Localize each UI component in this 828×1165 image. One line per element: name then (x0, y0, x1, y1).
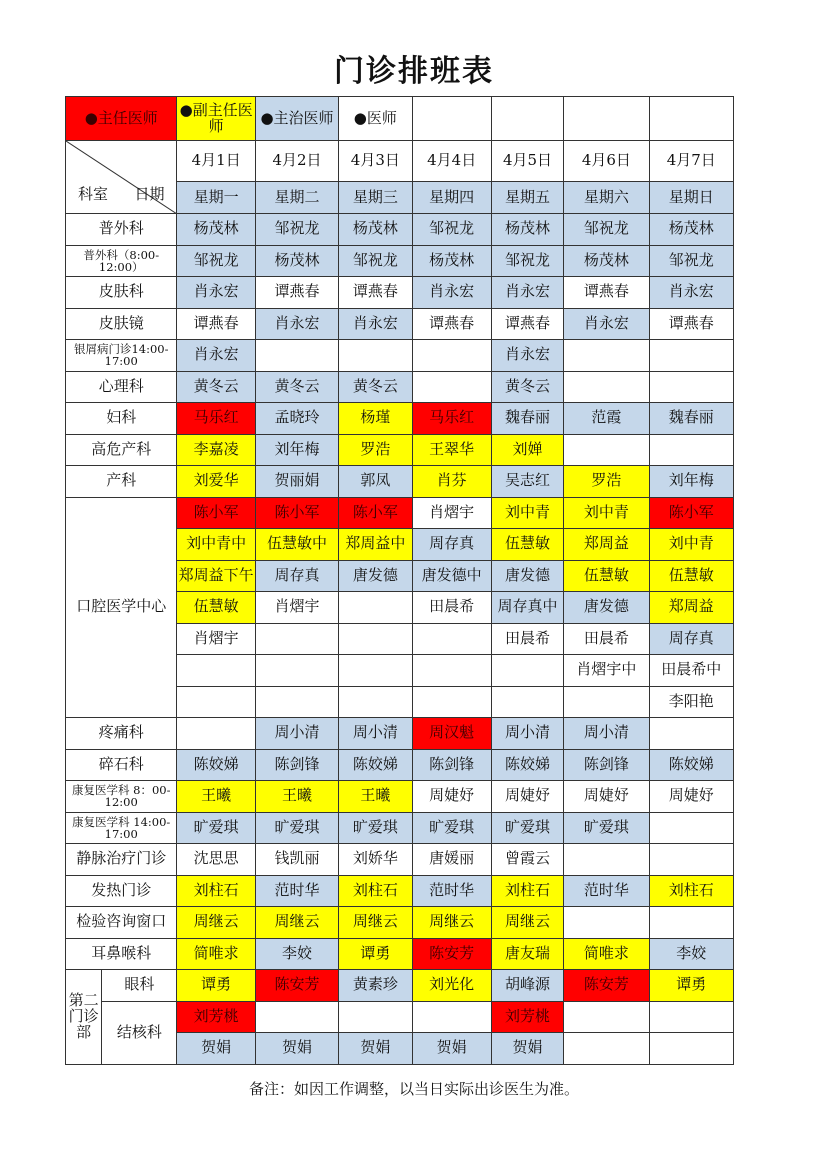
schedule-cell: 黄冬云 (491, 371, 563, 403)
schedule-cell: 范霞 (564, 403, 649, 435)
schedule-cell: 陈安芳 (564, 970, 649, 1002)
weekday-header: 星期日 (649, 182, 733, 214)
schedule-cell (649, 434, 733, 466)
schedule-cell: 邹祝龙 (564, 214, 649, 246)
schedule-cell: 周存真 (649, 623, 733, 655)
dept-label: 检验咨询窗口 (66, 907, 177, 939)
schedule-cell: 刘婵 (491, 434, 563, 466)
schedule-cell: 旷爱琪 (255, 812, 338, 844)
schedule-cell: 周继云 (412, 907, 491, 939)
schedule-cell: 陈姣娣 (491, 749, 563, 781)
schedule-cell: 刘柱石 (649, 875, 733, 907)
dept-label: 康复医学科 14:00-17:00 (66, 812, 177, 844)
schedule-cell: 马乐红 (177, 403, 255, 435)
schedule-cell: 肖熠宇 (255, 592, 338, 624)
schedule-cell: 邹祝龙 (177, 245, 255, 277)
schedule-cell: 周继云 (339, 907, 412, 939)
schedule-cell: 杨茂林 (412, 245, 491, 277)
schedule-cell (255, 623, 338, 655)
schedule-cell: 肖芬 (412, 466, 491, 498)
schedule-cell: 刘芳桃 (177, 1001, 255, 1033)
table-row (66, 875, 734, 907)
schedule-cell: 周继云 (177, 907, 255, 939)
table-row (66, 371, 734, 403)
schedule-cell: 陈剑锋 (564, 749, 649, 781)
schedule-cell: 陈小军 (255, 497, 338, 529)
schedule-cell: 罗浩 (339, 434, 412, 466)
schedule-cell: 肖永宏 (412, 277, 491, 309)
schedule-cell (564, 434, 649, 466)
dept-label: 银屑病门诊14:00-17:00 (66, 340, 177, 372)
schedule-cell: 魏春丽 (649, 403, 733, 435)
schedule-cell: 肖熠宇 (412, 497, 491, 529)
date-header: 4月7日 (649, 141, 733, 182)
schedule-cell (649, 718, 733, 750)
legend-empty (649, 97, 733, 141)
schedule-cell: 刘芳桃 (491, 1001, 563, 1033)
schedule-cell: 郑周益中 (339, 529, 412, 561)
schedule-cell: 周小清 (339, 718, 412, 750)
corner-dept-label: 科室 (78, 185, 109, 204)
schedule-cell: 陈姣娣 (177, 749, 255, 781)
table-row (66, 403, 734, 435)
schedule-cell: 杨茂林 (491, 214, 563, 246)
table-row (66, 844, 734, 876)
schedule-cell: 田晨希 (491, 623, 563, 655)
schedule-cell: 周小清 (564, 718, 649, 750)
schedule-cell (649, 1001, 733, 1033)
schedule-cell: 肖熠宇中 (564, 655, 649, 687)
schedule-cell: 郑周益下午 (177, 560, 255, 592)
schedule-cell: 范时华 (412, 875, 491, 907)
schedule-cell (177, 655, 255, 687)
schedule-cell: 简唯求 (564, 938, 649, 970)
schedule-cell: 周存真中 (491, 592, 563, 624)
schedule-cell (649, 371, 733, 403)
schedule-cell: 李嘉凌 (177, 434, 255, 466)
dept-label: 皮肤镜 (66, 308, 177, 340)
schedule-cell: 李姣 (649, 938, 733, 970)
schedule-cell: 贺娟 (339, 1033, 412, 1065)
schedule-cell: 黄素珍 (339, 970, 412, 1002)
schedule-cell: 旷爱琪 (564, 812, 649, 844)
dept-label: 静脉治疗门诊 (66, 844, 177, 876)
schedule-cell (564, 1001, 649, 1033)
schedule-cell (564, 686, 649, 718)
header-corner (66, 141, 177, 214)
schedule-cell: 黄冬云 (255, 371, 338, 403)
dept-label: 产科 (66, 466, 177, 498)
schedule-cell: 周婕妤 (412, 781, 491, 813)
schedule-cell: 邹祝龙 (649, 245, 733, 277)
dept-label: 眼科 (102, 970, 177, 1002)
schedule-cell: 唐发德 (339, 560, 412, 592)
weekday-header: 星期三 (339, 182, 412, 214)
schedule-cell: 杨茂林 (564, 245, 649, 277)
schedule-cell: 王翠华 (412, 434, 491, 466)
schedule-cell: 陈小军 (339, 497, 412, 529)
schedule-cell: 唐友瑞 (491, 938, 563, 970)
schedule-cell: 周继云 (491, 907, 563, 939)
weekday-header: 星期五 (491, 182, 563, 214)
table-row (66, 497, 734, 529)
schedule-cell (564, 844, 649, 876)
schedule-cell (339, 655, 412, 687)
schedule-cell: 刘中青中 (177, 529, 255, 561)
schedule-cell: 杨茂林 (339, 214, 412, 246)
schedule-cell: 陈剑锋 (255, 749, 338, 781)
schedule-cell: 刘爱华 (177, 466, 255, 498)
schedule-cell: 陈小军 (177, 497, 255, 529)
schedule-cell: 谭勇 (649, 970, 733, 1002)
weekday-header: 星期六 (564, 182, 649, 214)
dept-label: 康复医学科 8：00-12:00 (66, 781, 177, 813)
schedule-cell (649, 340, 733, 372)
schedule-cell: 杨茂林 (649, 214, 733, 246)
table-row (66, 781, 734, 813)
table-row (66, 308, 734, 340)
schedule-cell: 刘柱石 (177, 875, 255, 907)
schedule-cell (564, 371, 649, 403)
date-header: 4月4日 (412, 141, 491, 182)
dept-label: 高危产科 (66, 434, 177, 466)
schedule-cell (412, 371, 491, 403)
schedule-cell: 郑周益 (564, 529, 649, 561)
schedule-cell: 邹祝龙 (255, 214, 338, 246)
dept-label: 碎石科 (66, 749, 177, 781)
schedule-cell (255, 340, 338, 372)
table-row (66, 277, 734, 309)
schedule-cell: 肖永宏 (491, 340, 563, 372)
schedule-cell (412, 686, 491, 718)
second-clinic-label: 第二门诊部 (66, 970, 102, 1065)
schedule-cell: 田晨希 (564, 623, 649, 655)
schedule-cell (412, 340, 491, 372)
schedule-cell: 刘中青 (564, 497, 649, 529)
legend-empty (412, 97, 491, 141)
schedule-cell: 贺丽娟 (255, 466, 338, 498)
schedule-cell: 唐发德 (564, 592, 649, 624)
dept-label: 耳鼻喉科 (66, 938, 177, 970)
schedule-cell: 范时华 (255, 875, 338, 907)
schedule-cell: 胡峰源 (491, 970, 563, 1002)
schedule-cell: 肖永宏 (177, 277, 255, 309)
schedule-cell: 刘中青 (649, 529, 733, 561)
schedule-cell: 邹祝龙 (412, 214, 491, 246)
schedule-cell: 王曦 (177, 781, 255, 813)
schedule-cell: 贺娟 (412, 1033, 491, 1065)
legend-empty (564, 97, 649, 141)
schedule-cell: 曾霞云 (491, 844, 563, 876)
schedule-cell: 田晨希中 (649, 655, 733, 687)
schedule-cell: 陈小军 (649, 497, 733, 529)
schedule-cell: 陈姣娣 (339, 749, 412, 781)
page-title: 门诊排班表 (334, 54, 494, 89)
schedule-cell: 伍慧敏 (649, 560, 733, 592)
schedule-cell: 刘柱石 (339, 875, 412, 907)
date-header: 4月5日 (491, 141, 563, 182)
schedule-cell (339, 592, 412, 624)
legend-physician: ●医师 (339, 97, 412, 141)
schedule-cell: 刘年梅 (649, 466, 733, 498)
schedule-cell (339, 1001, 412, 1033)
schedule-cell: 谭燕春 (255, 277, 338, 309)
schedule-cell: 黄冬云 (339, 371, 412, 403)
schedule-cell: 肖永宏 (177, 340, 255, 372)
legend-empty (491, 97, 563, 141)
schedule-cell: 谭勇 (177, 970, 255, 1002)
schedule-cell (255, 1001, 338, 1033)
schedule-cell: 陈姣娣 (649, 749, 733, 781)
legend-associate: ●副主任医师 (177, 97, 255, 141)
table-row (66, 214, 734, 246)
schedule-cell (649, 907, 733, 939)
schedule-table (65, 96, 734, 1065)
schedule-cell: 贺娟 (255, 1033, 338, 1065)
weekday-header: 星期二 (255, 182, 338, 214)
table-row (66, 749, 734, 781)
schedule-cell: 肖永宏 (649, 277, 733, 309)
schedule-cell: 简唯求 (177, 938, 255, 970)
schedule-cell: 周婕妤 (564, 781, 649, 813)
schedule-cell (339, 623, 412, 655)
schedule-cell: 李姣 (255, 938, 338, 970)
schedule-cell: 贺娟 (491, 1033, 563, 1065)
schedule-cell: 王曦 (339, 781, 412, 813)
schedule-cell: 谭燕春 (177, 308, 255, 340)
date-header: 4月2日 (255, 141, 338, 182)
schedule-cell (177, 718, 255, 750)
schedule-cell: 谭燕春 (412, 308, 491, 340)
schedule-cell: 周汉魁 (412, 718, 491, 750)
schedule-cell: 谭燕春 (564, 277, 649, 309)
dept-label: 心理科 (66, 371, 177, 403)
schedule-cell: 钱凯丽 (255, 844, 338, 876)
schedule-cell: 马乐红 (412, 403, 491, 435)
schedule-cell: 杨茂林 (177, 214, 255, 246)
schedule-cell: 吴志红 (491, 466, 563, 498)
schedule-cell (412, 623, 491, 655)
schedule-cell: 黄冬云 (177, 371, 255, 403)
schedule-cell (177, 686, 255, 718)
schedule-cell: 肖永宏 (339, 308, 412, 340)
dept-label: 发热门诊 (66, 875, 177, 907)
schedule-cell: 唐发德 (491, 560, 563, 592)
dept-label: 普外科 (66, 214, 177, 246)
schedule-cell: 周存真 (255, 560, 338, 592)
schedule-cell: 伍慧敏中 (255, 529, 338, 561)
schedule-cell (491, 686, 563, 718)
legend-chief: ●主任医师 (66, 97, 177, 141)
schedule-cell: 李阳艳 (649, 686, 733, 718)
table-row (66, 907, 734, 939)
schedule-cell: 肖永宏 (491, 277, 563, 309)
schedule-cell: 周婕妤 (491, 781, 563, 813)
schedule-cell: 陈剑锋 (412, 749, 491, 781)
schedule-cell: 罗浩 (564, 466, 649, 498)
schedule-cell: 旷爱琪 (491, 812, 563, 844)
schedule-cell: 郑周益 (649, 592, 733, 624)
schedule-cell: 谭燕春 (339, 277, 412, 309)
schedule-cell: 伍慧敏 (177, 592, 255, 624)
schedule-cell (491, 655, 563, 687)
date-header: 4月1日 (177, 141, 255, 182)
schedule-cell: 刘光化 (412, 970, 491, 1002)
table-row (66, 1001, 734, 1033)
schedule-cell (412, 1001, 491, 1033)
schedule-cell: 肖永宏 (255, 308, 338, 340)
schedule-cell: 陈安芳 (412, 938, 491, 970)
schedule-cell: 郭凤 (339, 466, 412, 498)
schedule-cell: 伍慧敏 (491, 529, 563, 561)
schedule-cell: 陈安芳 (255, 970, 338, 1002)
schedule-cell: 谭燕春 (649, 308, 733, 340)
schedule-cell: 魏春丽 (491, 403, 563, 435)
schedule-cell (255, 655, 338, 687)
schedule-cell: 周存真 (412, 529, 491, 561)
schedule-cell: 范时华 (564, 875, 649, 907)
footnote: 备注：如因工作调整，以当日实际出诊医生为准。 (248, 1080, 579, 1098)
table-row (66, 718, 734, 750)
schedule-cell (564, 1033, 649, 1065)
schedule-cell: 谭勇 (339, 938, 412, 970)
date-header: 4月6日 (564, 141, 649, 182)
schedule-cell (255, 686, 338, 718)
corner-date-label: 日期 (134, 185, 165, 204)
schedule-cell: 旷爱琪 (412, 812, 491, 844)
schedule-cell: 王曦 (255, 781, 338, 813)
date-header: 4月3日 (339, 141, 412, 182)
dept-label: 妇科 (66, 403, 177, 435)
table-row (66, 970, 734, 1002)
schedule-cell (649, 812, 733, 844)
schedule-cell: 田晨希 (412, 592, 491, 624)
dept-label: 结核科 (102, 1001, 177, 1064)
legend-attending: ●主治医师 (255, 97, 338, 141)
table-row (66, 245, 734, 277)
table-row (66, 466, 734, 498)
schedule-cell (649, 844, 733, 876)
schedule-cell: 唐媛丽 (412, 844, 491, 876)
table-row (66, 340, 734, 372)
schedule-cell (649, 1033, 733, 1065)
schedule-cell (339, 340, 412, 372)
schedule-cell: 孟晓玲 (255, 403, 338, 435)
schedule-cell: 杨瑾 (339, 403, 412, 435)
schedule-cell: 唐发德中 (412, 560, 491, 592)
schedule-cell: 周小清 (491, 718, 563, 750)
schedule-cell: 刘娇华 (339, 844, 412, 876)
schedule-cell: 周婕妤 (649, 781, 733, 813)
schedule-cell: 肖熠宇 (177, 623, 255, 655)
schedule-cell: 谭燕春 (491, 308, 563, 340)
schedule-cell (339, 686, 412, 718)
table-row (66, 434, 734, 466)
dept-label: 疼痛科 (66, 718, 177, 750)
table-row (66, 812, 734, 844)
schedule-cell: 周继云 (255, 907, 338, 939)
dept-label: 口腔医学中心 (66, 497, 177, 718)
schedule-cell: 杨茂林 (255, 245, 338, 277)
dept-label: 皮肤科 (66, 277, 177, 309)
schedule-cell: 刘年梅 (255, 434, 338, 466)
schedule-cell (564, 340, 649, 372)
schedule-cell: 伍慧敏 (564, 560, 649, 592)
schedule-cell: 刘中青 (491, 497, 563, 529)
table-row (66, 938, 734, 970)
dept-label: 普外科（8:00-12:00） (66, 245, 177, 277)
schedule-cell: 刘柱石 (491, 875, 563, 907)
schedule-cell: 贺娟 (177, 1033, 255, 1065)
schedule-cell: 旷爱琪 (339, 812, 412, 844)
schedule-cell (412, 655, 491, 687)
weekday-header: 星期四 (412, 182, 491, 214)
schedule-cell: 旷爱琪 (177, 812, 255, 844)
schedule-cell: 沈思思 (177, 844, 255, 876)
schedule-cell (564, 907, 649, 939)
schedule-cell: 邹祝龙 (491, 245, 563, 277)
schedule-cell: 肖永宏 (564, 308, 649, 340)
weekday-header: 星期一 (177, 182, 255, 214)
schedule-cell: 周小清 (255, 718, 338, 750)
schedule-cell: 邹祝龙 (339, 245, 412, 277)
